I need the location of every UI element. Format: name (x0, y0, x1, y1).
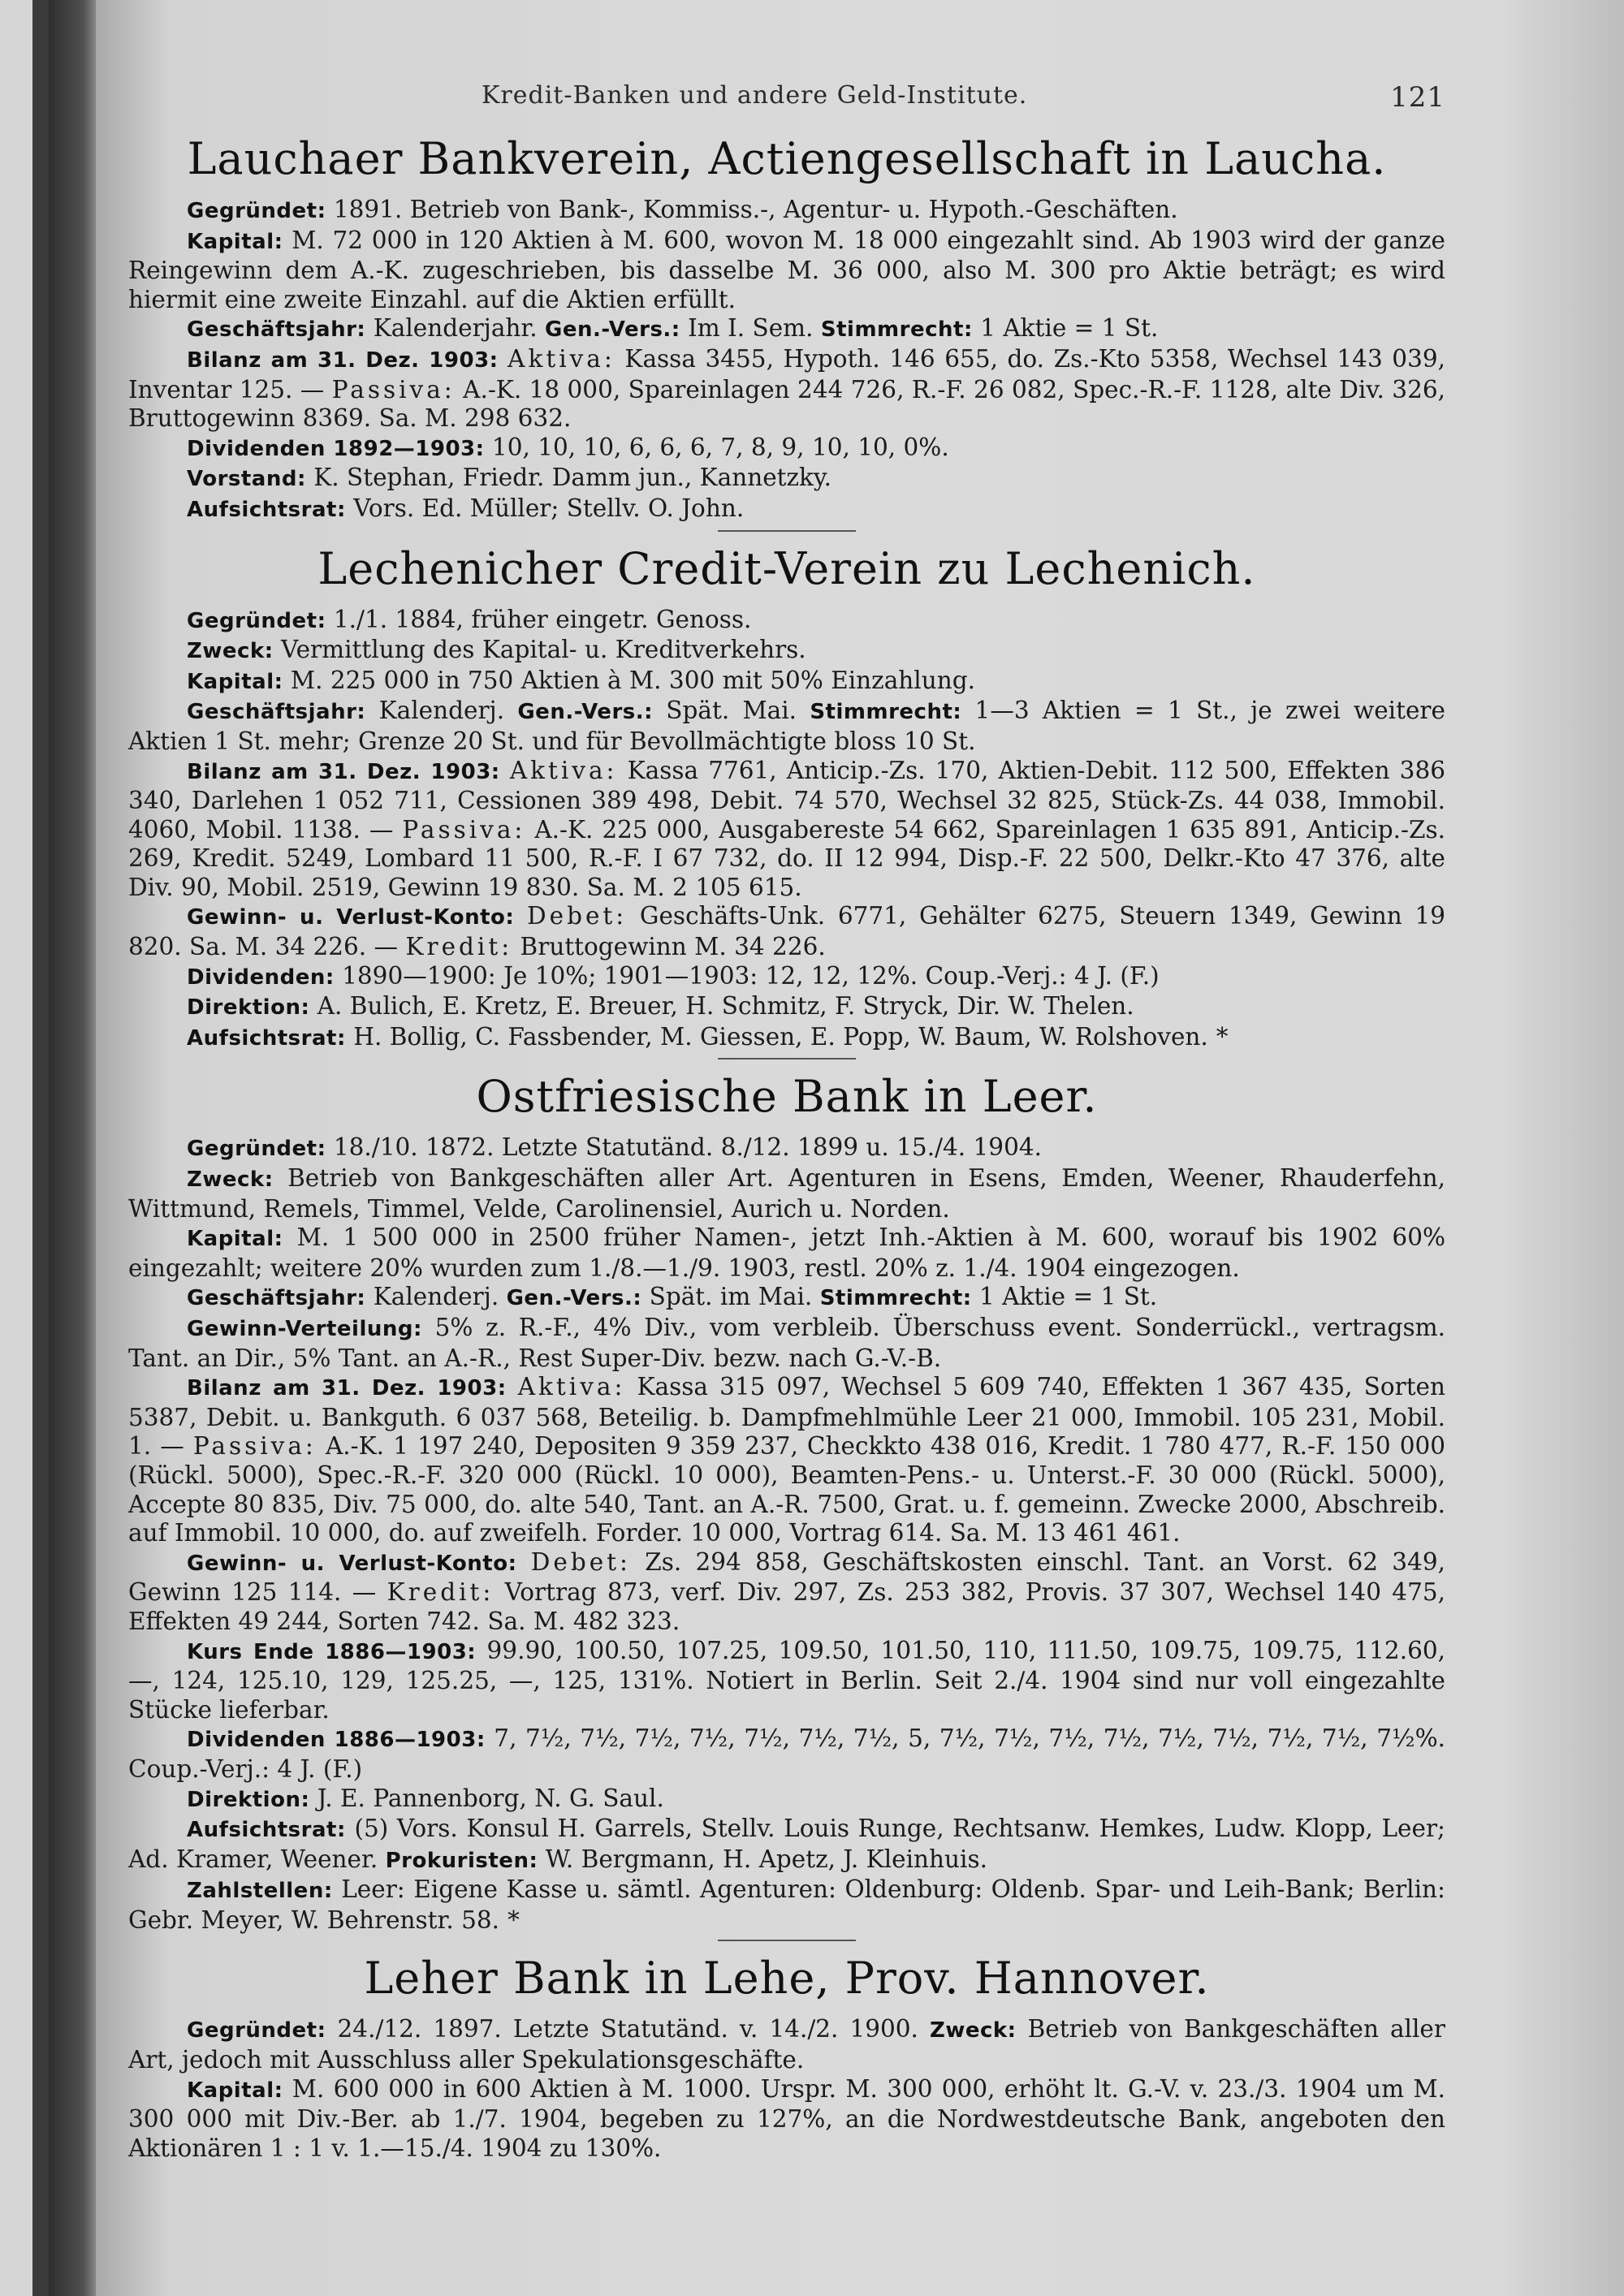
field-label: Gen.-Vers.: (517, 700, 654, 725)
field-label: Zweck: (929, 2018, 1017, 2044)
field-label: Gewinn- u. Verlust-Konto: (187, 905, 515, 930)
entry-paragraph (128, 1724, 1445, 1784)
entry-paragraph (128, 636, 1445, 667)
field-label: Gegründet: (187, 1137, 326, 1162)
field-text: Kalenderj. (365, 697, 518, 725)
footnote-mark: * (1216, 1022, 1229, 1051)
field-label: Aufsichtsrat: (187, 1818, 346, 1843)
field-text: Zs. 294 858, Geschäftskosten einschl. Tant. an Vorst. 62 349, Gewinn 125 114. — (128, 1547, 1445, 1607)
field-label: Bilanz am 31. Dez. 1903: (187, 1376, 507, 1401)
entry-paragraph (128, 1637, 1445, 1725)
field-label: Gewinn- u. Verlust-Konto: (187, 1551, 517, 1576)
entry-paragraph (128, 464, 1445, 494)
field-text: Vermittlung des Kapital- u. Kreditverkehrs. (273, 636, 806, 664)
entry-paragraph (128, 992, 1445, 1023)
field-text: Spät. im Mai. (641, 1283, 820, 1311)
entry-paragraph (128, 1815, 1445, 1875)
field-text: Vortrag 873, verf. Div. 297, Zs. 253 382, Provis. 37 307, Wechsel 140 475, Effekten 49 244, Sorten 742. Sa. M. 482 323. (128, 1578, 1445, 1635)
field-text: 10, 10, 10, 6, 6, 6, 7, 8, 9, 10, 10, 0%. (484, 433, 949, 461)
field-text: Betrieb von Bankgeschäften aller Art. Agenturen in Esens, Emden, Weener, Rhauderfehn, Wittmund, Remels, Timmel, Velde, Carolinensiel, Aurich u. Norden. (128, 1164, 1445, 1223)
field-text: K. Stephan, Friedr. Damm jun., Kannetzky. (305, 464, 832, 492)
field-text: M. 1 500 000 in 2500 früher Namen-, jetzt Inh.-Aktien à M. 600, worauf bis 1902 60% eingezahlt; weitere 20% wurden zum 1./8.—1./9. 1903, restl. 20% z. 1./4. 1904 eingezogen. (128, 1224, 1445, 1282)
section-divider (718, 1940, 856, 1941)
field-label: Kurs Ende 1886—1903: (187, 1639, 477, 1664)
field-label: Dividenden 1886—1903: (187, 1728, 486, 1753)
field-text: Betrieb von Bankgeschäften aller Art, jedoch mit Ausschluss aller Spekulationsgeschäfte. (128, 2015, 1445, 2074)
entries-container (128, 133, 1445, 2163)
field-label: Geschäftsjahr: (187, 1286, 366, 1311)
field-label: Bilanz am 31. Dez. 1903: (187, 347, 499, 373)
spaced-label: Kredit: (387, 1578, 495, 1607)
running-title: Kredit-Banken und andere Geld-Institute. (482, 81, 1028, 110)
entry-paragraph (128, 1785, 1445, 1815)
field-text: H. Bollig, C. Fassbender, M. Giessen, E. Popp, W. Baum, W. Rolshoven. (345, 1022, 1208, 1051)
field-text: 1891. Betrieb von Bank-, Kommiss.-, Agentur- u. Hypoth.-Geschäften. (326, 196, 1178, 223)
bank-title: Lechenicher Credit-Verein zu Lechenich. (317, 542, 1256, 594)
field-text: Geschäfts-Unk. 6771, Gehälter 6275, Steuern 1349, Gewinn 19 820. Sa. M. 34 226. — (128, 902, 1445, 961)
field-label: Gen.-Vers.: (545, 317, 680, 343)
entry-paragraph (128, 1314, 1445, 1373)
field-text: A.-K. 1 197 240, Depositen 9 359 237, Checkkto 438 016, Kredit. 1 780 477, R.-F. 150 000 (Rückl. 5000), Spec.-R.-F. 320 000 (Rückl. 10 000), Beamten-Pens.- u. Unterst.-F. 30 000 (Rückl. 5000), Accepte 80 835, Div. 75 000, do. alte 540, Tant. an A.-R. 7500, Grat. u. f. gemeinn. Zwecke 2000, Abschreib. auf Immobil. 10 000, do. auf zweifelh. Forder. 10 000, Vortrag 614. Sa. M. 13 461 461. (128, 1432, 1446, 1547)
entry-paragraph (128, 757, 1445, 903)
entry-paragraph (128, 314, 1445, 345)
entry-paragraph (128, 494, 1445, 525)
bank-entry (128, 1071, 1445, 1935)
field-label: Stimmrecht: (819, 1286, 972, 1311)
entry-paragraph (128, 1133, 1445, 1164)
field-text: J. E. Pannenborg, N. G. Saul. (309, 1784, 664, 1812)
field-text: A.-K. 18 000, Spareinlagen 244 726, R.-F. 26 082, Spec.-R.-F. 1128, alte Div. 326, Bruttogewinn 8369. Sa. M. 298 632. (128, 375, 1445, 433)
field-text: Bruttogewinn M. 34 226. (512, 933, 826, 961)
field-text: Vors. Ed. Müller; Stellv. O. John. (345, 494, 745, 522)
field-text (516, 1548, 530, 1576)
field-text: (5) Vors. Konsul H. Garrels, Stellv. Louis Runge, Rechtsanw. Hemkes, Ludw. Klopp, Leer; Ad. Kramer, Weener. (128, 1815, 1445, 1873)
field-text (500, 757, 510, 784)
field-text: Kassa 3455, Hypoth. 146 655, do. Zs.-Kto 5358, Wechsel 143 039, Inventar 125. — (128, 344, 1445, 404)
spaced-label: Passiva: (192, 1432, 317, 1461)
field-label: Kapital: (187, 1227, 283, 1252)
field-text (514, 902, 527, 930)
field-text: 7, 7½, 7½, 7½, 7½, 7½, 7½, 7½, 5, 7½, 7½, 7½, 7½, 7½, 7½, 7½, 7½, 7½%. Coup.-Verj.: 4 J. (F.) (128, 1724, 1445, 1783)
entry-paragraph (128, 196, 1445, 227)
bank-entry (128, 543, 1445, 1054)
entry-paragraph (128, 1875, 1445, 1935)
page-number: 121 (1390, 81, 1445, 114)
field-text: Spät. Mai. (653, 697, 810, 725)
entry-paragraph (128, 606, 1445, 637)
field-text: 1 Aktie = 1 St. (972, 314, 1159, 343)
field-label: Gen.-Vers.: (506, 1286, 642, 1311)
field-label: Vorstand: (187, 467, 306, 492)
field-text: M. 225 000 in 750 Aktien à M. 300 mit 50% Einzahlung. (283, 666, 975, 694)
entry-paragraph (128, 697, 1445, 756)
spaced-label: Aktiva: (517, 1373, 626, 1401)
field-label: Prokuristen: (385, 1848, 538, 1873)
spaced-label: Passiva: (402, 815, 526, 844)
entry-paragraph (128, 1548, 1445, 1637)
entry-paragraph (128, 1283, 1445, 1314)
spaced-label: Debet: (526, 902, 628, 930)
field-label: Geschäftsjahr: (187, 700, 366, 725)
field-text: 99.90, 100.50, 107.25, 109.50, 101.50, 110, 111.50, 109.75, 109.75, 112.60, —, 124, 125.10, 129, 125.25, —, 125, 131%. Notiert in Berlin. Seit 2./4. 1904 sind nur voll eingezahlte Stücke lieferbar. (128, 1636, 1445, 1724)
field-text: Kalenderj. (365, 1283, 507, 1311)
spaced-label: Debet: (530, 1547, 631, 1576)
book-binding-shadow (49, 0, 97, 2296)
field-text: Kassa 7761, Anticip.-Zs. 170, Aktien-Debit. 112 500, Effekten 386 340, Darlehen 1 052 711, Cessionen 389 498, Debit. 74 570, Wechsel 32 825, Stück-Zs. 44 038, Immobil. 4060, Mobil. 1138. — (128, 756, 1445, 844)
field-label: Zahlstellen: (187, 1879, 333, 1904)
bank-entry (128, 1953, 1445, 2163)
field-text: 24./12. 1897. Letzte Statutänd. v. 14./2. 1900. (326, 2015, 930, 2044)
field-text: 5% z. R.-F., 4% Div., vom verbleib. Überschuss event. Sonderrückl., vertragsm. Tant. an Dir., 5% Tant. an A.-R., Rest Super-Div. bezw. nach G.-V.-B. (128, 1314, 1445, 1372)
field-label: Kapital: (187, 229, 283, 254)
bank-title: Ostfriesische Bank in Leer. (476, 1071, 1098, 1123)
left-page-edge (0, 0, 50, 2296)
footnote-mark: * (508, 1905, 520, 1934)
field-label: Kapital: (187, 2078, 283, 2103)
field-text: 1./1. 1884, früher eingetr. Genoss. (326, 605, 752, 633)
spaced-label: Aktiva: (508, 344, 615, 373)
field-text: A.-K. 225 000, Ausgabereste 54 662, Spareinlagen 1 635 891, Anticip.-Zs. 269, Kredit. 5249, Lombard 11 500, R.-F. I 67 732, do. II 12 994, Disp.-F. 22 500, Delkr.-Kto 47 376, alte Div. 90, Mobil. 2519, Gewinn 19 830. Sa. M. 2 105 615. (128, 815, 1445, 901)
field-label: Aufsichtsrat: (187, 497, 346, 522)
field-label: Aufsichtsrat: (187, 1025, 346, 1051)
field-text: 1890—1900: Je 10%; 1901—1903: 12, 12, 12%. Coup.-Verj.: 4 J. (F.) (334, 961, 1160, 990)
field-label: Gegründet: (187, 2018, 326, 2044)
entry-paragraph (128, 2075, 1445, 2164)
field-text (507, 1373, 518, 1400)
spaced-label: Kredit: (405, 933, 513, 961)
field-text: Leer: Eigene Kasse u. sämtl. Agenturen: Oldenburg: Oldenb. Spar- und Leih-Bank; Berlin: Gebr. Meyer, W. Behrenstr. 58. (128, 1875, 1445, 1934)
field-label: Zweck: (187, 1167, 274, 1193)
section-divider (718, 530, 856, 532)
page-content (128, 81, 1445, 2163)
field-text: 18./10. 1872. Letzte Statutänd. 8./12. 1899 u. 15./4. 1904. (326, 1133, 1042, 1162)
entry-paragraph (128, 1373, 1445, 1548)
entry-paragraph (128, 962, 1445, 993)
field-text: Im I. Sem. (680, 314, 821, 343)
entry-paragraph (128, 667, 1445, 697)
field-label: Stimmrecht: (820, 317, 973, 343)
field-text: 1—3 Aktien = 1 St., je zwei weitere Aktien 1 St. mehr; Grenze 20 St. und für Bevollmächtigte bloss 10 St. (128, 697, 1445, 755)
field-label: Dividenden 1892—1903: (187, 436, 485, 461)
spaced-label: Passiva: (331, 375, 456, 404)
entry-paragraph (128, 1164, 1445, 1224)
bank-title: Leher Bank in Lehe, Prov. Hannover. (364, 1953, 1210, 2005)
entry-paragraph (128, 227, 1445, 315)
entry-paragraph (128, 1023, 1445, 1054)
field-text: W. Bergmann, H. Apetz, J. Kleinhuis. (538, 1845, 987, 1873)
field-text: Kalenderjahr. (365, 314, 546, 343)
field-label: Gegründet: (187, 608, 326, 633)
field-text: Kassa 315 097, Wechsel 5 609 740, Effekten 1 367 435, Sorten 5387, Debit. u. Bankguth. 6 037 568, Beteilig. b. Dampfmehlmühle Leer 21 000, Immobil. 105 231, Mobil. 1. — (128, 1373, 1446, 1461)
field-label: Kapital: (187, 669, 283, 694)
field-text: M. 72 000 in 120 Aktien à M. 600, wovon M. 18 000 eingezahlt sind. Ab 1903 wird der ganze Reingewinn dem A.-K. zugeschrieben, bis dasselbe M. 36 000, also M. 300 pro Aktie beträgt; es wird hiermit eine zweite Einzahl. auf die Aktien erfüllt. (128, 226, 1445, 313)
spaced-label: Aktiva: (509, 756, 618, 784)
field-label: Direktion: (187, 1787, 310, 1812)
running-head (128, 81, 1445, 127)
field-text (499, 345, 508, 373)
field-label: Stimmrecht: (810, 700, 962, 725)
field-label: Gewinn-Verteilung: (187, 1317, 422, 1341)
field-text: M. 600 000 in 600 Aktien à M. 1000. Urspr. M. 300 000, erhöht lt. G.-V. v. 23./3. 1904 um M. 300 000 mit Div.-Ber. ab 1./7. 1904, begeben zu 127%, an die Nordwestdeutsche Bank, angeboten den Aktionären 1 : 1 v. 1.—15./4. 1904 zu 130%. (128, 2074, 1445, 2162)
field-label: Direktion: (187, 995, 310, 1021)
field-text: A. Bulich, E. Kretz, E. Breuer, H. Schmitz, F. Stryck, Dir. W. Thelen. (309, 992, 1134, 1021)
entry-paragraph (128, 2015, 1445, 2074)
field-label: Dividenden: (187, 965, 335, 990)
section-divider (718, 1058, 856, 1060)
entry-paragraph (128, 345, 1445, 434)
field-label: Gegründet: (187, 199, 326, 223)
field-text: 1 Aktie = 1 St. (971, 1283, 1158, 1311)
entry-paragraph (128, 902, 1445, 961)
entry-paragraph (128, 434, 1445, 464)
bank-entry (128, 133, 1445, 525)
field-label: Bilanz am 31. Dez. 1903: (187, 759, 500, 784)
field-label: Zweck: (187, 639, 274, 664)
field-label: Geschäftsjahr: (187, 317, 366, 343)
entry-paragraph (128, 1224, 1445, 1283)
bank-title: Lauchaer Bankverein, Actiengesellschaft in Laucha. (187, 133, 1387, 184)
